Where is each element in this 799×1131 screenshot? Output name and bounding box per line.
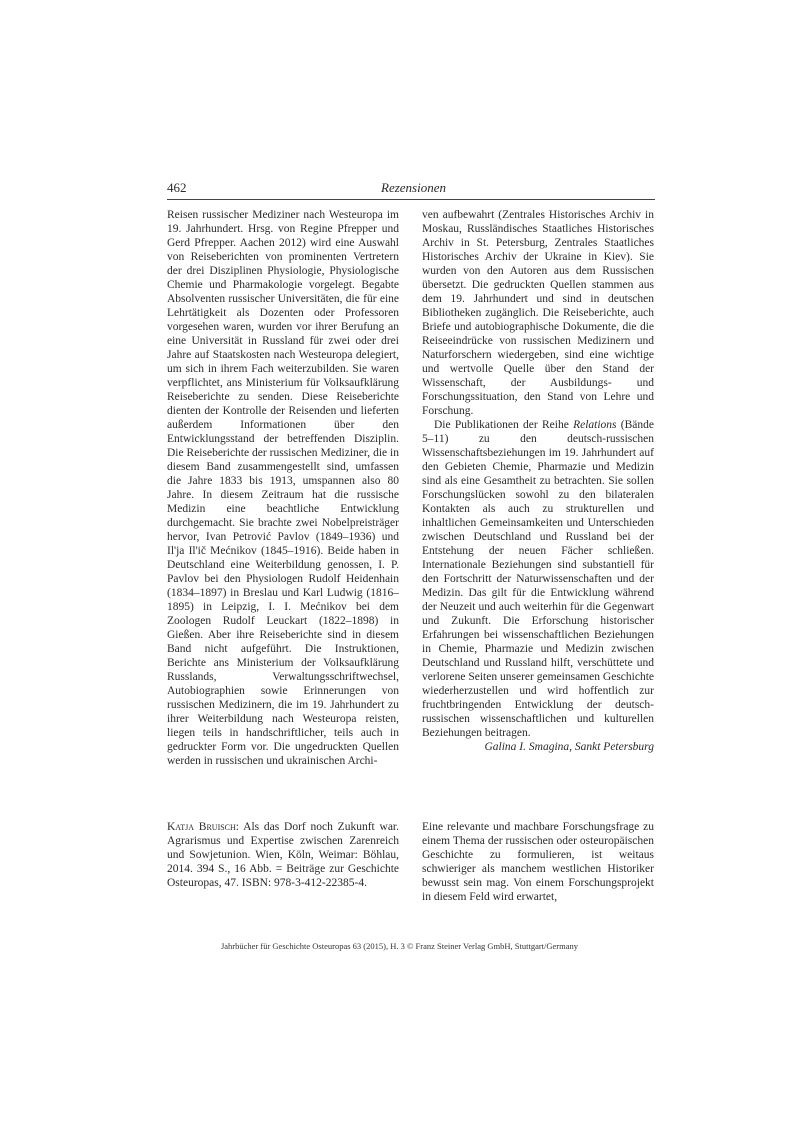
running-head: Rezensionen — [381, 180, 446, 195]
review1-right-paragraph-1: ven aufbewahrt (Zentrales Historisches Archiv in Moskau, Russländisches Staatliches Historisches Archiv in St. Petersburg, Zentrales Staatliches Historisches Archiv der Ukraine in Kiev). Sie wurden von den Autoren aus dem Russischen übersetzt. Die gedruckten Quellen stammen aus dem 19. Jahrhundert und sind in deutschen Bibliotheken zugänglich. Die Reiseberichte, auch Briefe und autobiographische Dokumente, die die Reiseeindrücke von russischen Medizinern und Naturforschern wiedergeben, sind eine wichtige und wertvolle Quelle über den Stand der Wissenschaft, der Ausbildungs- und Forschungssituation, den Stand von Lehre und Forschung. — [422, 209, 654, 417]
review1-right-paragraph-2 — [422, 418, 654, 740]
series-title: Relations — [573, 419, 617, 431]
review2-citation-column — [167, 820, 399, 890]
paragraph-body: (Bände 5–11) zu den deutsch-russischen Wissenschaftsbeziehungen im 19. Jahrhundert auf den Gebieten Chemie, Pharmazie und Medizin sind als eine Gesamtheit zu betrachten. Sie sollen Forschungslücken sowohl zu den bilateralen Kontakten als auch zu strukturellen und inhaltlichen Gemeinsamkeiten und Unterschieden zwischen Deutschland und Russland bei der Entstehung der neuen Fächer schließen. Internationale Beziehungen sind substantiell für den Fortschritt der Naturwissenschaften und der Medizin. Das gilt für die Entwicklung während der Neuzeit und auch weiterhin für die Gegenwart und Zukunft. Die Erforschung historischer Erfahrungen bei wissenschaftlichen Beziehungen in Chemie, Pharmazie und Medizin zwischen Deutschland und Russland hilft, verschüttete und verlorene Seiten unserer gemeinsamen Geschichte wiederherzustellen und wird hoffentlich zur fruchtbringenden Entwicklung der deutsch-russischen wissenschaftlichen und kulturellen Beziehungen beitragen. — [422, 419, 654, 739]
review1-left-paragraph: Reisen russischer Mediziner nach Westeuropa im 19. Jahrhundert. Hrsg. von Regine Pfrepper und Gerd Pfrepper. Aachen 2012) wird eine Auswahl von Reiseberichten von prominenten Vertretern der drei Disziplinen Physiologie, Physiologische Chemie und Pharmakologie vorgelegt. Begabte Absolventen russischer Universitäten, die für eine Lehrtätigkeit als Dozenten oder Professoren vorgesehen waren, wurden vor ihrer Berufung an eine Universität in Russland für zwei oder drei Jahre auf Staatskosten nach Westeuropa delegiert, um sich in ihrem Fach weiterzubilden. Sie waren verpflichtet, ans Ministerium für Volksaufklärung Reiseberichte zu senden. Diese Reiseberichte dienten der Kontrolle der Reisenden und lieferten außerdem Informationen über den Entwicklungsstand der betreffenden Disziplin. Die Reiseberichte der russischen Mediziner, die in diesem Band zusammengestellt sind, umfassen die Jahre 1833 bis 1913, umspannen also 80 Jahre. In diesem Zeitraum hat die russische Medizin eine beachtliche Entwicklung durchgemacht. Sie brachte zwei Nobelpreisträger hervor, Ivan Petrović Pavlov (1849–1936) und Il'ja Il'ič Mećnikov (1845–1916). Beide haben in Deutschland eine Weiterbildung genossen, I. P. Pavlov bei den Physiologen Rudolf Heidenhain (1834–1897) in Breslau und Karl Ludwig (1816–1895) in Leipzig, I. I. Mećnikov bei dem Zoologen Rudolf Leuckart (1822–1898) in Gießen. Aber ihre Reiseberichte sind in diesem Band nicht aufgeführt. Die Instruktionen, Berichte ans Ministerium der Volksaufklärung Russlands, Verwaltungsschriftwechsel, Autobiographien sowie Erinnerungen von russischen Medizinern, die im 19. Jahrhundert zu ihrer Weiterbildung nach Westeuropa reisten, liegen teils in handschriftlicher, teils auch in gedruckter Form vor. Die ungedruckten Quellen werden in russischen und ukrainischen Archi- — [167, 209, 399, 767]
journal-footer: Jahrbücher für Geschichte Osteuropas 63 (2015), H. 3 © Franz Steiner Verlag GmbH, Stuttgart/Germany — [220, 941, 579, 951]
review2-right-column — [422, 820, 654, 904]
review2-citation-text: : Als das Dorf noch Zukunft war. Agrarismus und Expertise zwischen Zarenreich und Sowjetunion. Wien, Köln, Weimar: Böhlau, 2014. 394 S., 16 Abb. = Beiträge zur Geschichte Osteuropas, 47. ISBN: 978-3-412-22385-4. — [167, 821, 400, 889]
review1-right-column — [422, 208, 654, 754]
paragraph-lead: Die Publikationen der Reihe — [434, 419, 574, 431]
review2-citation — [167, 820, 399, 890]
review2-author-first: Katja — [167, 821, 194, 833]
review2-opening-paragraph: Eine relevante und machbare Forschungsfrage zu einem Thema der russischen oder osteuropäischen Geschichte zu formulieren, ist weitaus schwieriger als manchem westlichen Historiker bewusst sein mag. Von einem Forschungsprojekt in diesem Feld wird erwartet, — [422, 821, 654, 903]
review2-author-last: Bruisch — [198, 821, 236, 833]
review1-left-column — [167, 208, 399, 768]
header-rule — [167, 199, 655, 200]
reviewer-signature: Galina I. Smagina, Sankt Petersburg — [484, 741, 654, 753]
page-number: 462 — [167, 180, 187, 195]
